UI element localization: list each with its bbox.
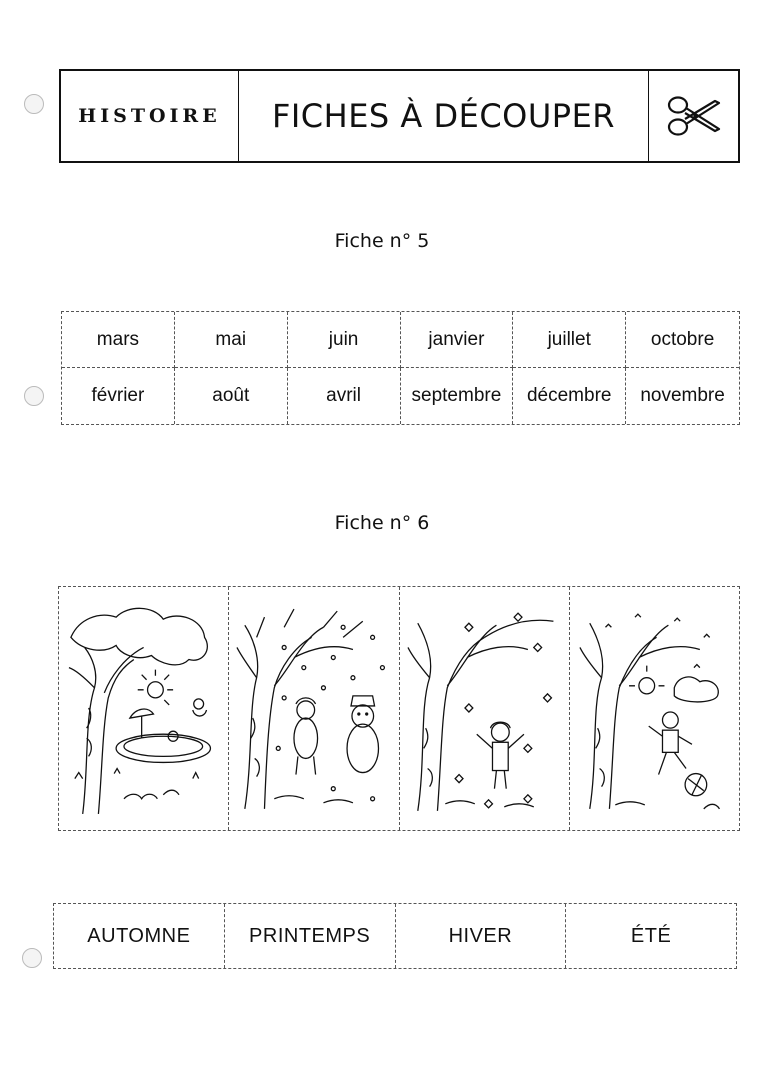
month-cell: avril bbox=[288, 368, 401, 424]
season-label: ÉTÉ bbox=[630, 924, 672, 947]
winter-snow-scene bbox=[229, 587, 399, 830]
month-cell: septembre bbox=[401, 368, 514, 424]
season-label: HIVER bbox=[396, 904, 567, 968]
autumn-leaves-scene bbox=[400, 587, 570, 830]
summer-pool-scene bbox=[59, 587, 229, 830]
punch-hole-bottom bbox=[22, 948, 42, 968]
month-cell: mars bbox=[62, 312, 175, 368]
scissors-icon bbox=[648, 71, 738, 161]
punch-hole-middle bbox=[24, 386, 44, 406]
month-cell: août bbox=[175, 368, 288, 424]
month-cell: mai bbox=[175, 312, 288, 368]
subject-label: HISTOIRE bbox=[61, 71, 239, 161]
month-cell: octobre bbox=[626, 312, 739, 368]
month-cell: novembre bbox=[640, 385, 725, 406]
season-label: AUTOMNE bbox=[54, 904, 225, 968]
fiche-5-title: Fiche n° 5 bbox=[334, 230, 430, 252]
season-label: PRINTEMPS bbox=[225, 904, 396, 968]
month-cell: décembre bbox=[513, 368, 626, 424]
month-cell: janvier bbox=[401, 312, 514, 368]
month-cell: février bbox=[62, 368, 175, 424]
spring-football-scene bbox=[570, 587, 739, 830]
month-cell: juin bbox=[288, 312, 401, 368]
punch-hole-top bbox=[24, 94, 44, 114]
fiche-6-title: Fiche n° 6 bbox=[334, 512, 430, 534]
page-title: FICHES À DÉCOUPER bbox=[271, 97, 616, 135]
page-header bbox=[59, 69, 740, 163]
seasons-strip bbox=[53, 903, 737, 969]
season-pictures-strip bbox=[58, 586, 740, 831]
months-table bbox=[61, 311, 740, 425]
month-cell: juillet bbox=[513, 312, 626, 368]
